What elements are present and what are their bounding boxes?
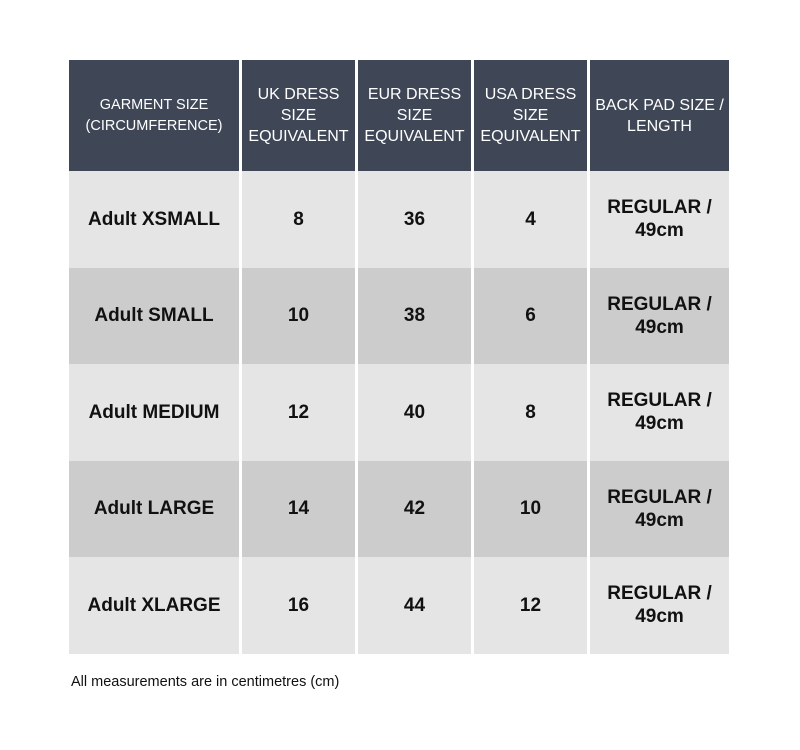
table-row xyxy=(69,268,729,365)
garment-size-cell: Adult SMALL xyxy=(69,268,242,365)
usa-size-cell: 10 xyxy=(474,461,590,558)
usa-size-cell: 6 xyxy=(474,268,590,365)
size-chart-table xyxy=(69,60,729,654)
uk-size-cell: 12 xyxy=(242,364,358,461)
garment-size-cell: Adult XSMALL xyxy=(69,171,242,268)
back-pad-cell: REGULAR / 49cm xyxy=(590,171,729,268)
uk-size-cell: 8 xyxy=(242,171,358,268)
back-pad-cell: REGULAR / 49cm xyxy=(590,557,729,654)
header-usa-dress-size: USA DRESS SIZE EQUIVALENT xyxy=(474,60,590,171)
header-back-pad-size: BACK PAD SIZE / LENGTH xyxy=(590,60,729,171)
garment-size-cell: Adult LARGE xyxy=(69,461,242,558)
header-eur-dress-size: EUR DRESS SIZE EQUIVALENT xyxy=(358,60,474,171)
table-row xyxy=(69,461,729,558)
uk-size-cell: 10 xyxy=(242,268,358,365)
eur-size-cell: 40 xyxy=(358,364,474,461)
garment-size-cell: Adult XLARGE xyxy=(69,557,242,654)
uk-size-cell: 14 xyxy=(242,461,358,558)
eur-size-cell: 44 xyxy=(358,557,474,654)
back-pad-cell: REGULAR / 49cm xyxy=(590,364,729,461)
back-pad-cell: REGULAR / 49cm xyxy=(590,268,729,365)
header-uk-dress-size: UK DRESS SIZE EQUIVALENT xyxy=(242,60,358,171)
eur-size-cell: 38 xyxy=(358,268,474,365)
table-header-row xyxy=(69,60,729,171)
usa-size-cell: 8 xyxy=(474,364,590,461)
table-row xyxy=(69,557,729,654)
table-row xyxy=(69,171,729,268)
back-pad-cell: REGULAR / 49cm xyxy=(590,461,729,558)
table-row xyxy=(69,364,729,461)
eur-size-cell: 36 xyxy=(358,171,474,268)
eur-size-cell: 42 xyxy=(358,461,474,558)
usa-size-cell: 12 xyxy=(474,557,590,654)
usa-size-cell: 4 xyxy=(474,171,590,268)
header-garment-size: GARMENT SIZE (CIRCUMFERENCE) xyxy=(69,60,242,171)
uk-size-cell: 16 xyxy=(242,557,358,654)
garment-size-cell: Adult MEDIUM xyxy=(69,364,242,461)
measurement-footnote: All measurements are in centimetres (cm) xyxy=(71,674,340,690)
